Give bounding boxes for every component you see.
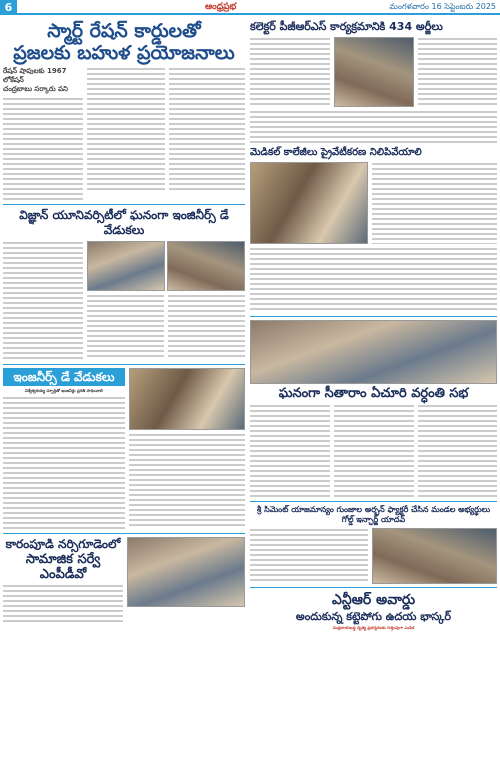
vignan-article-body <box>3 241 83 361</box>
vignan-article-body-3 <box>168 294 245 360</box>
medical-college-headline: మెడికల్ కాలేజీలు ప్రైవేటీకరణ నిలిపివేయాలి <box>250 147 422 158</box>
survey-photo <box>127 537 245 607</box>
award-tagline: సంప్రదాయబద్ధ నృత్య ప్రదర్శనలకు గుర్తింపుగా ఎంపిక <box>332 625 415 630</box>
lead-headline-line1: స్మార్ట్ రేషన్ కార్డులతో <box>47 20 201 42</box>
yechury-headline: ఘనంగా సీతారాం ఏచూరి వర్ధంతి సభ <box>278 386 469 401</box>
vignan-photo-1 <box>87 241 165 291</box>
cement-photo <box>372 528 497 584</box>
lead-subhead-1: రేషన్ షాపులకు 1967 లోకేషన్ <box>3 67 67 84</box>
dateline: మంగళవారం 16 సెప్టెంబరు 2025 <box>389 2 496 11</box>
medical-college-article-body-2 <box>250 247 497 313</box>
pgrs-headline: కలెక్టర్ పీజీఆర్ఎస్ కార్యక్రమానికి 434 అర్జీలు <box>250 20 443 33</box>
page-number: 6 <box>0 0 17 15</box>
engineers-day-box-sub: విశ్వేశ్వరయ్య స్ఫూర్తితో ఇంజనీర్లు ప్రగతి సాధించాలి <box>25 388 103 393</box>
lead-headline-line2: ప్రజలకు బహుళ ప్రయోజనాలు <box>13 42 235 64</box>
award-headline: ఎన్టీఆర్ అవార్డు <box>331 592 416 608</box>
yechury-photo <box>250 320 497 384</box>
yechury-article-body-2 <box>334 404 414 498</box>
lead-article-body-3 <box>169 67 245 193</box>
masthead: ఆంధ్రప్రభ <box>205 2 237 12</box>
vignan-headline: విజ్ఞాన్ యూనివర్సిటీలో ఘనంగా ఇంజినీర్స్ డే వేడుకలు <box>19 208 229 237</box>
engineers-day-photo <box>129 368 245 430</box>
pgrs-article-body-2 <box>418 37 497 107</box>
survey-headline-2: సామాజిక సర్వే ఎంపీడీవో <box>25 552 101 582</box>
vignan-photo-2 <box>167 241 245 291</box>
pgrs-article-body <box>250 37 330 107</box>
vignan-article-body-2 <box>87 294 164 360</box>
yechury-article-body-3 <box>418 404 497 498</box>
left-column <box>3 18 245 622</box>
medical-college-photo <box>250 162 368 244</box>
pgrs-article-body-3 <box>250 110 497 144</box>
cement-article-body <box>250 528 368 584</box>
survey-article-body <box>3 584 123 622</box>
engineers-day-article-body <box>3 396 125 530</box>
right-column <box>250 18 497 631</box>
lead-article-body-2 <box>87 67 165 193</box>
engineers-day-box-title: ఇంజనీర్స్ డే వేడుకలు <box>3 368 125 386</box>
medical-college-article-body <box>372 162 497 244</box>
engineers-day-article-body-2 <box>129 433 245 526</box>
lead-subhead-2: చంద్రబాబు సర్కారు పని <box>3 85 68 93</box>
cement-headline: శ్రీ సిమెంట్ యాజమాన్యం గుంజాల అర్బన్ ఫ్యాక్టరీ చేసిన మండల అభ్యర్థులు గోల్డ్ ఇన్ఛార్జ్ యాదవ్ <box>256 505 491 524</box>
lead-article-body <box>3 97 83 201</box>
award-subheadline: అందుకున్న కట్టెపోగు ఉదయ భాస్కర్ <box>295 610 452 623</box>
survey-headline-1: కారంపూడి నర్సిగూడెంలో <box>5 537 121 551</box>
page-header <box>0 0 500 15</box>
yechury-article-body <box>250 404 330 498</box>
pgrs-photo <box>334 37 414 107</box>
